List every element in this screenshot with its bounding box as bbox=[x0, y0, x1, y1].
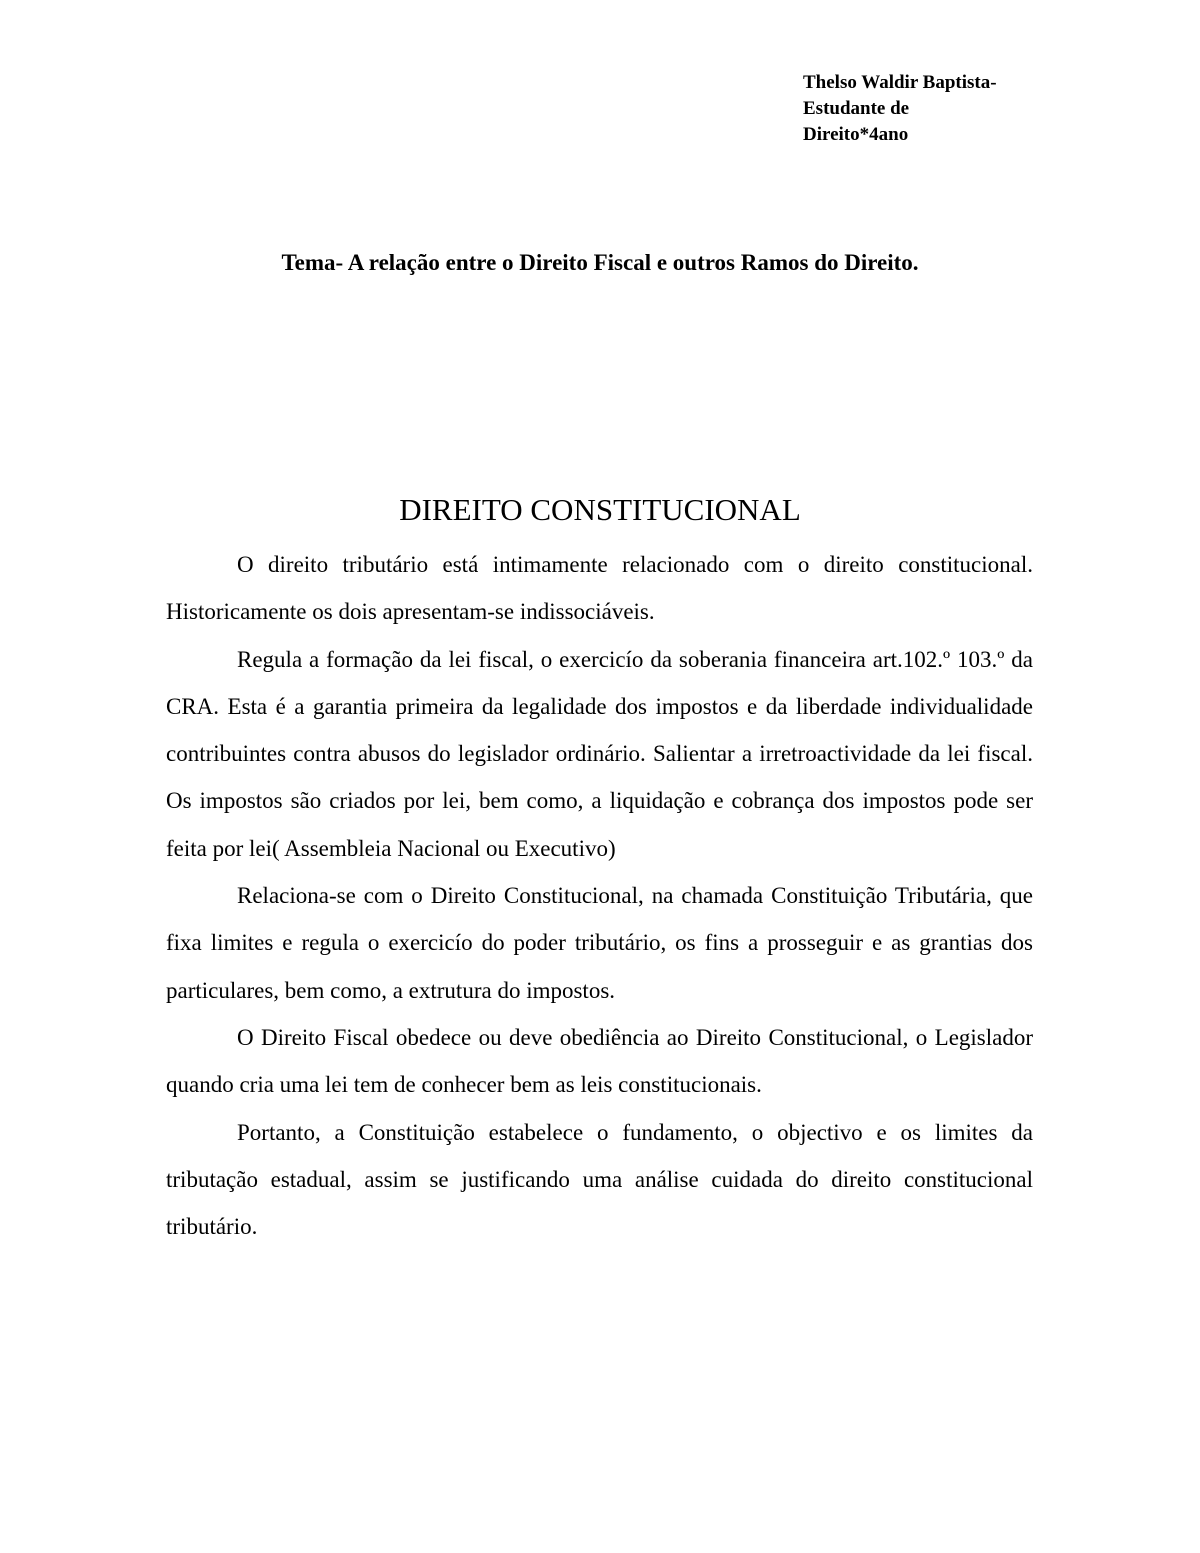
paragraph-5: Portanto, a Constituição estabelece o fundamento, o objectivo e os limites da tributação estadual, assim se justificando uma análise cuidada do direito constitucional tributário. bbox=[166, 1119, 1033, 1240]
body-text bbox=[166, 541, 1033, 1250]
paragraph-3: Relaciona-se com o Direito Constitucional, na chamada Constituição Tributária, que fixa limites e regula o exercicío do poder tributário, os fins a prosseguir e as grantias dos particulares, bem como, a extrutura do impostos. bbox=[166, 883, 1033, 1003]
theme-title: Tema- A relação entre o Direito Fiscal e outros Ramos do Direito. bbox=[281, 250, 919, 275]
author-block bbox=[803, 70, 1143, 148]
author-name: Thelso Waldir Baptista- bbox=[803, 72, 997, 93]
paragraph-1: O direito tributário está intimamente relacionado com o direito constitucional. Historicamente os dois apresentam-se indissociáveis. bbox=[166, 552, 1033, 625]
paragraph-2: Regula a formação da lei fiscal, o exercicío da soberania financeira art.102.º 103.º da CRA. Esta é a garantia primeira da legalidade dos impostos e da liberdade individualidade contribuintes contra abusos do legislador ordinário. Salientar a irretroactividade da lei fiscal. Os impostos são criados por lei, bem como, a liquidação e cobrança dos impostos pode ser feita por lei( Assembleia Nacional ou Executivo) bbox=[166, 646, 1033, 861]
section-heading: DIREITO CONSTITUCIONAL bbox=[399, 492, 801, 527]
author-course: Direito*4ano bbox=[803, 124, 909, 145]
author-role: Estudante de bbox=[803, 98, 910, 119]
paragraph-4: O Direito Fiscal obedece ou deve obediência ao Direito Constitucional, o Legislador quando cria uma lei tem de conhecer bem as leis constitucionais. bbox=[166, 1024, 1033, 1098]
